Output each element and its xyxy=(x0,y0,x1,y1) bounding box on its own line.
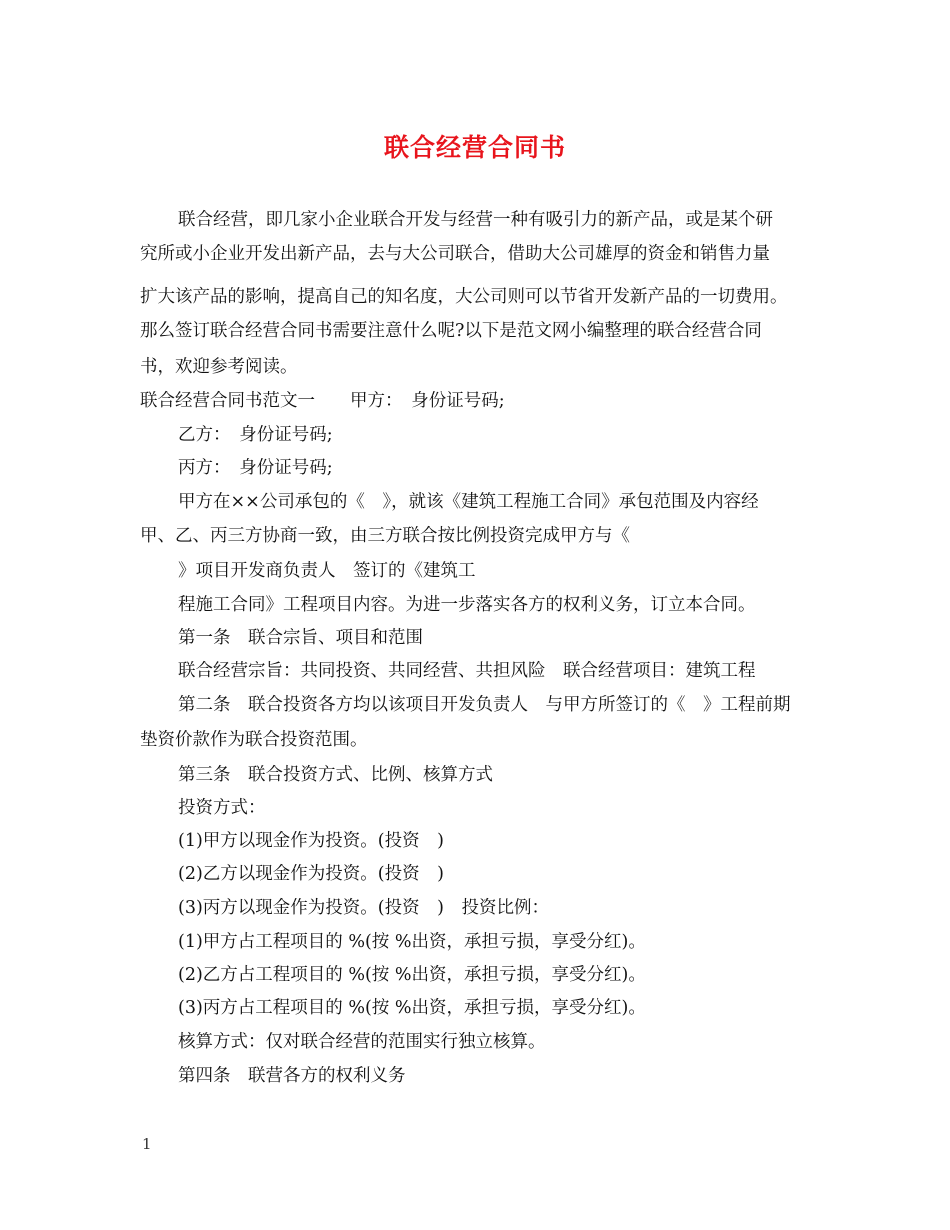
intro-line: 那么签订联合经营合同书需要注意什么呢?以下是范文网小编整理的联合经营合同 xyxy=(140,321,762,341)
intro-line: 究所或小企业开发出新产品，去与大公司联合，借助大公司雄厚的资金和销售力量 xyxy=(140,244,770,264)
body-line: (2)乙方占工程项目的 %(按 %出资，承担亏损，享受分红)。 xyxy=(178,965,646,985)
document-title: 联合经营合同书 xyxy=(383,133,566,162)
body-line: 联合经营合同书范文一 甲方： 身份证号码; xyxy=(140,391,505,411)
intro-line: 书，欢迎参考阅读。 xyxy=(140,357,298,377)
body-line: 第三条 联合投资方式、比例、核算方式 xyxy=(178,765,493,785)
body-line: 丙方： 身份证号码; xyxy=(178,458,333,478)
body-line: 第四条 联营各方的权利义务 xyxy=(178,1066,406,1086)
body-line: 垫资价款作为联合投资范围。 xyxy=(140,730,368,750)
body-line: 第二条 联合投资各方均以该项目开发负责人 与甲方所签订的《 》工程前期 xyxy=(178,695,791,715)
page-number: 1 xyxy=(142,1135,152,1153)
intro-line: 联合经营，即几家小企业联合开发与经营一种有吸引力的新产品，或是某个研 xyxy=(178,210,773,230)
body-line: (3)丙方占工程项目的 %(按 %出资，承担亏损，享受分红)。 xyxy=(178,998,646,1018)
body-line: 核算方式：仅对联合经营的范围实行独立核算。 xyxy=(178,1032,546,1052)
body-line: (1)甲方以现金作为投资。(投资 ) xyxy=(178,831,444,851)
body-line: 甲、乙、丙三方协商一致，由三方联合按比例投资完成甲方与《 xyxy=(140,526,630,546)
body-line: 》项目开发商负责人 签订的《建筑工 xyxy=(178,561,476,581)
body-line: 第一条 联合宗旨、项目和范围 xyxy=(178,628,423,648)
body-line: 甲方在××公司承包的《 》，就该《建筑工程施工合同》承包范围及内容经 xyxy=(178,492,759,512)
body-line: 乙方： 身份证号码; xyxy=(178,425,333,445)
body-line: 投资方式： xyxy=(178,798,266,818)
body-line: 程施工合同》工程项目内容。为进一步落实各方的权利义务，订立本合同。 xyxy=(178,595,756,615)
body-line: (2)乙方以现金作为投资。(投资 ) xyxy=(178,864,444,884)
intro-line: 扩大该产品的影响，提高自己的知名度，大公司则可以节省开发新产品的一切费用。 xyxy=(140,287,788,307)
body-line: (1)甲方占工程项目的 %(按 %出资，承担亏损，享受分红)。 xyxy=(178,932,646,952)
body-line: 联合经营宗旨：共同投资、共同经营、共担风险 联合经营项目：建筑工程 xyxy=(178,661,756,681)
body-line: (3)丙方以现金作为投资。(投资 ) 投资比例： xyxy=(178,898,549,918)
